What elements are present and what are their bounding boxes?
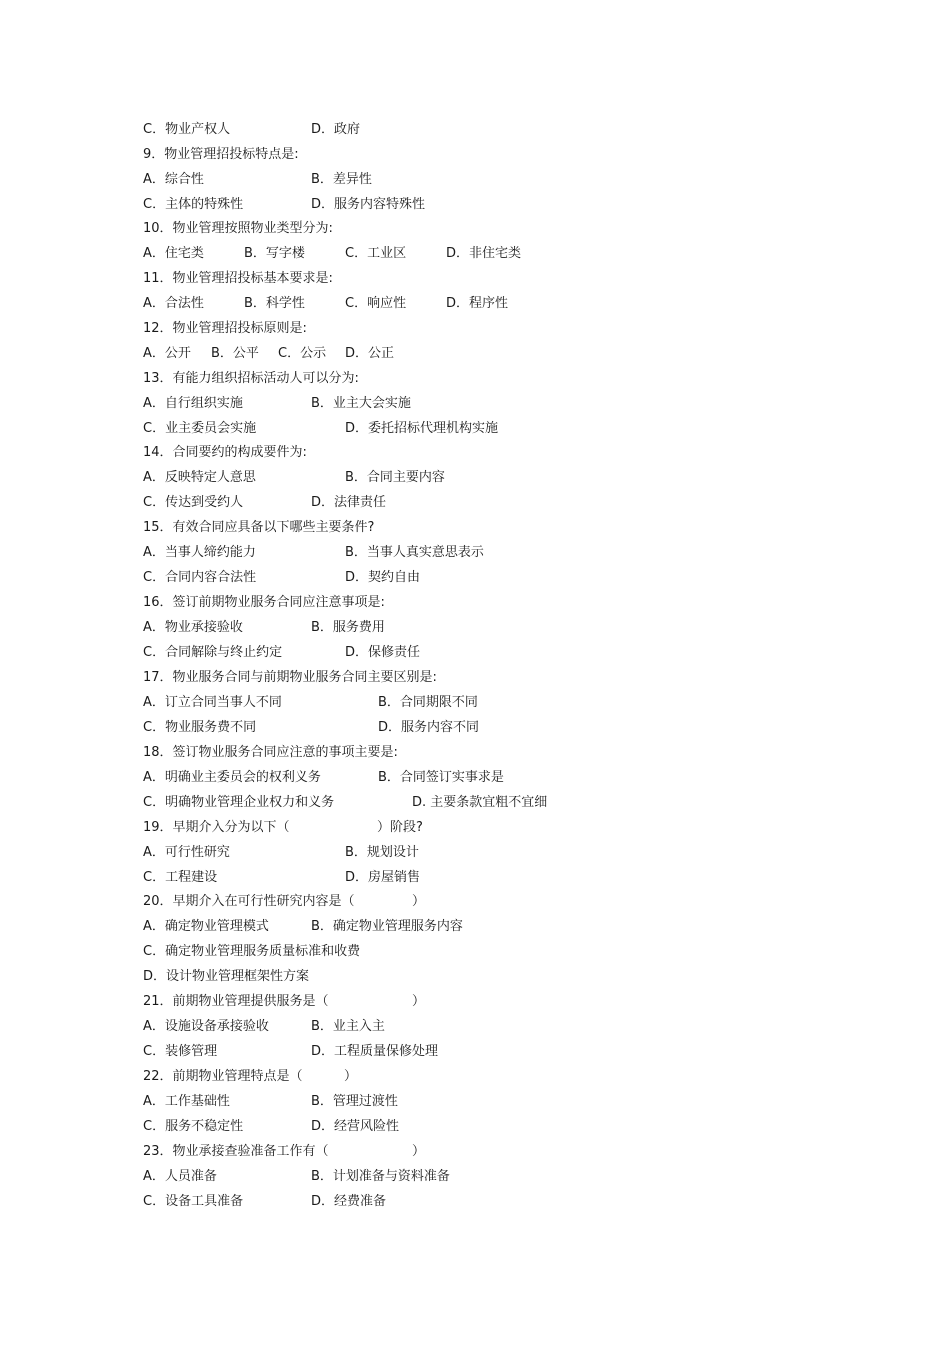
option-text: A．可行性研究 <box>143 845 230 860</box>
option-text: A．物业承接验收 <box>143 620 243 635</box>
option-text: A．确定物业管理模式 <box>143 919 269 934</box>
option-text: B．公平 <box>211 346 259 361</box>
option-text: B．当事人真实意思表示 <box>345 545 484 560</box>
option-text: D．经费准备 <box>311 1194 387 1209</box>
option-text: B．规划设计 <box>345 845 419 860</box>
option-text: C．确定物业管理服务质量标准和收费 <box>143 944 361 959</box>
option-text: C．公示 <box>278 346 327 361</box>
option-text: B．写字楼 <box>244 246 305 261</box>
option-text: C．物业产权人 <box>143 122 231 137</box>
options-line <box>0 643 950 663</box>
question-text: 11．物业管理招投标基本要求是: <box>143 271 333 286</box>
options-line <box>0 718 950 738</box>
option-text: D．委托招标代理机构实施 <box>345 421 499 436</box>
option-text: C．工程建设 <box>143 870 218 885</box>
question-line <box>0 219 950 239</box>
option-text: B．差异性 <box>311 172 372 187</box>
options-line <box>0 917 950 937</box>
option-text: D．保修责任 <box>345 645 421 660</box>
option-text: B．科学性 <box>244 296 305 311</box>
option-text: D．政府 <box>311 122 361 137</box>
question-line <box>0 319 950 339</box>
option-text: C．传达到受约人 <box>143 495 244 510</box>
options-line <box>0 394 950 414</box>
question-text: ） <box>412 994 426 1009</box>
question-line <box>0 1067 950 1087</box>
option-text: A．人员准备 <box>143 1169 217 1184</box>
option-text: B．业主大会实施 <box>311 396 411 411</box>
question-line <box>0 369 950 389</box>
question-text: 15．有效合同应具备以下哪些主要条件? <box>143 520 375 535</box>
question-line <box>0 269 950 289</box>
option-text: D．非住宅类 <box>446 246 522 261</box>
option-text: C．合同解除与终止约定 <box>143 645 283 660</box>
question-text: 20．早期介入在可行性研究内容是（ <box>143 894 355 909</box>
options-line <box>0 244 950 264</box>
options-line <box>0 468 950 488</box>
option-text: C．工业区 <box>345 246 407 261</box>
option-text: A．自行组织实施 <box>143 396 243 411</box>
option-text: D．法律责任 <box>311 495 387 510</box>
options-line <box>0 568 950 588</box>
option-text: B．合同主要内容 <box>345 470 445 485</box>
question-text: 9．物业管理招投标特点是: <box>143 147 299 162</box>
options-line <box>0 768 950 788</box>
option-text: D．服务内容不同 <box>378 720 480 735</box>
question-line <box>0 668 950 688</box>
option-text: C．响应性 <box>345 296 407 311</box>
options-line <box>0 793 950 813</box>
question-line <box>0 1142 950 1162</box>
options-line <box>0 1117 950 1137</box>
options-line <box>0 693 950 713</box>
question-text: ） <box>412 894 426 909</box>
option-text: A．明确业主委员会的权利义务 <box>143 770 321 785</box>
option-text: A．合法性 <box>143 296 204 311</box>
option-text: D. 主要条款宜粗不宜细 <box>412 795 548 810</box>
option-text: D．经营风险性 <box>311 1119 400 1134</box>
options-line <box>0 868 950 888</box>
option-text: C．服务不稳定性 <box>143 1119 244 1134</box>
option-text: A．公开 <box>143 346 191 361</box>
question-text: 16．签订前期物业服务合同应注意事项是: <box>143 595 385 610</box>
option-text: B．确定物业管理服务内容 <box>311 919 463 934</box>
question-line <box>0 892 950 912</box>
option-text: B．管理过渡性 <box>311 1094 398 1109</box>
options-line <box>0 419 950 439</box>
option-text: B．合同期限不同 <box>378 695 478 710</box>
option-text: C．设备工具准备 <box>143 1194 244 1209</box>
question-line <box>0 443 950 463</box>
options-line <box>0 1092 950 1112</box>
question-line <box>0 593 950 613</box>
option-text: A．综合性 <box>143 172 204 187</box>
option-text: C．主体的特殊性 <box>143 197 244 212</box>
options-line <box>0 618 950 638</box>
option-text: D．程序性 <box>446 296 509 311</box>
option-text: C．物业服务费不同 <box>143 720 257 735</box>
options-line <box>0 843 950 863</box>
option-text: A．反映特定人意思 <box>143 470 256 485</box>
option-text: D．设计物业管理框架性方案 <box>143 969 310 984</box>
option-text: D．房屋销售 <box>345 870 421 885</box>
question-text: 10．物业管理按照物业类型分为: <box>143 221 333 236</box>
question-text: ） <box>344 1069 358 1084</box>
question-text: 21．前期物业管理提供服务是（ <box>143 994 329 1009</box>
question-line <box>0 818 950 838</box>
options-line <box>0 942 950 962</box>
options-line <box>0 344 950 364</box>
question-line <box>0 743 950 763</box>
option-text: D．契约自由 <box>345 570 421 585</box>
question-line <box>0 992 950 1012</box>
option-text: C．业主委员会实施 <box>143 421 257 436</box>
question-text: 12．物业管理招投标原则是: <box>143 321 307 336</box>
option-text: C．合同内容合法性 <box>143 570 257 585</box>
option-text: D．服务内容特殊性 <box>311 197 426 212</box>
options-line <box>0 493 950 513</box>
options-line <box>0 1042 950 1062</box>
option-text: B．业主入主 <box>311 1019 385 1034</box>
options-line <box>0 170 950 190</box>
option-text: A．设施设备承接验收 <box>143 1019 269 1034</box>
option-text: B．合同签订实事求是 <box>378 770 504 785</box>
question-text: 14．合同要约的构成要件为: <box>143 445 307 460</box>
options-line <box>0 195 950 215</box>
options-line <box>0 294 950 314</box>
option-text: A．住宅类 <box>143 246 204 261</box>
question-text: ） <box>412 1144 426 1159</box>
option-text: B．服务费用 <box>311 620 385 635</box>
option-text: C．装修管理 <box>143 1044 218 1059</box>
question-text: 13．有能力组织招标活动人可以分为: <box>143 371 359 386</box>
options-line <box>0 120 950 140</box>
question-text: 18．签订物业服务合同应注意的事项主要是: <box>143 745 398 760</box>
options-line <box>0 543 950 563</box>
question-text: 22．前期物业管理特点是（ <box>143 1069 303 1084</box>
question-text: 19．早期介入分为以下（ <box>143 820 290 835</box>
options-line <box>0 967 950 987</box>
question-text: 17．物业服务合同与前期物业服务合同主要区别是: <box>143 670 437 685</box>
option-text: A．工作基础性 <box>143 1094 230 1109</box>
option-text: D．公正 <box>345 346 395 361</box>
option-text: A．当事人缔约能力 <box>143 545 256 560</box>
question-line <box>0 145 950 165</box>
question-line <box>0 518 950 538</box>
option-text: A．订立合同当事人不同 <box>143 695 282 710</box>
option-text: B．计划准备与资料准备 <box>311 1169 450 1184</box>
options-line <box>0 1167 950 1187</box>
question-text: 23．物业承接查验准备工作有（ <box>143 1144 329 1159</box>
option-text: D．工程质量保修处理 <box>311 1044 439 1059</box>
options-line <box>0 1192 950 1212</box>
options-line <box>0 1017 950 1037</box>
option-text: C．明确物业管理企业权力和义务 <box>143 795 335 810</box>
question-text: ）阶段? <box>377 820 423 835</box>
